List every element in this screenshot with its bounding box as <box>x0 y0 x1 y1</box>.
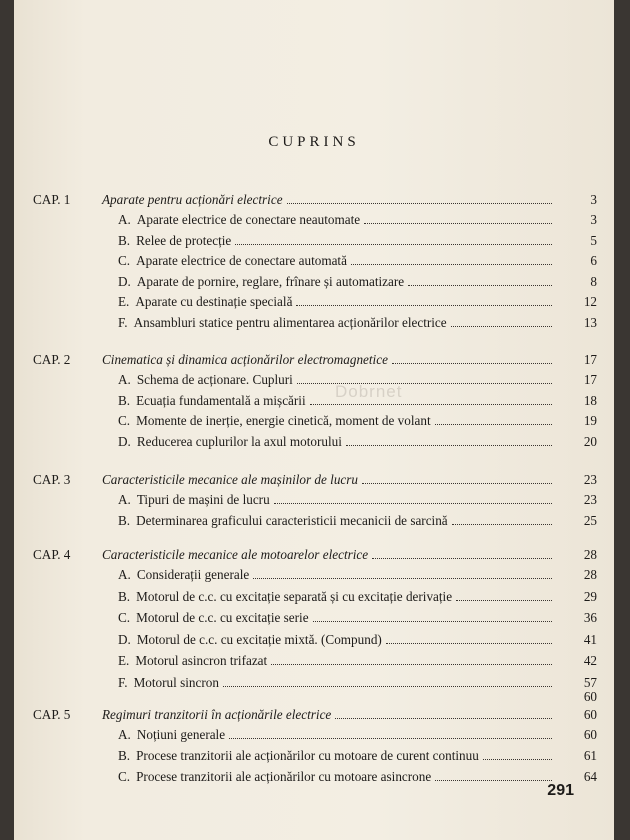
item-page: 42 <box>583 653 597 668</box>
toc-item[interactable] <box>118 587 556 607</box>
item-letter: B. <box>118 748 131 763</box>
chapter-page: 60 <box>583 707 597 722</box>
chapter-page: 23 <box>583 472 597 487</box>
item-letter: C. <box>118 253 131 268</box>
dot-leader <box>297 371 552 384</box>
dot-leader <box>435 768 552 781</box>
dot-leader <box>346 433 552 446</box>
dot-leader <box>335 706 552 719</box>
chapter-label: CAP. 4 <box>33 547 71 562</box>
toc-item[interactable] <box>118 746 556 766</box>
item-text: Reducerea cuplurilor la axul motorului <box>136 433 342 449</box>
item-text: Motorul sincron <box>133 674 219 690</box>
item-letter: A. <box>118 372 131 387</box>
item-text: Aparate cu destinație specială <box>135 294 293 309</box>
item-letter: C. <box>118 610 131 625</box>
item-text: Aparate electrice de conectare automată <box>136 253 347 268</box>
dot-leader <box>456 588 552 601</box>
chapter-page: 3 <box>590 192 597 207</box>
dot-leader <box>274 491 552 504</box>
dot-leader <box>435 412 552 425</box>
watermark: Dobrnet <box>335 382 403 401</box>
item-text: Aparate electrice de conectare neautomate <box>136 212 361 227</box>
item-page: 23 <box>583 492 597 507</box>
chapter-title: Caracteristicile mecanice ale motoarelor electrice <box>102 547 369 562</box>
toc-item[interactable] <box>118 490 556 510</box>
chapter-row[interactable] <box>102 350 556 370</box>
item-page: 12 <box>583 294 597 309</box>
dot-leader <box>372 546 552 559</box>
item-page: 64 <box>583 769 597 784</box>
item-text: Motorul de c.c. cu excitație mixtă. (Compund) <box>136 631 382 647</box>
chapter-label: CAP. 2 <box>33 352 71 367</box>
extra-page-number: 60 <box>583 689 597 704</box>
chapter-page: 17 <box>583 352 597 367</box>
item-letter: D. <box>118 273 131 289</box>
chapter-row[interactable] <box>102 190 556 210</box>
item-page: 6 <box>590 253 597 268</box>
item-letter: B. <box>118 588 131 604</box>
toc-item[interactable] <box>118 370 556 390</box>
toc-item[interactable] <box>118 511 556 531</box>
toc-item[interactable] <box>118 251 556 271</box>
dot-leader <box>296 293 552 306</box>
item-letter: E. <box>118 653 130 668</box>
chapter-page: 28 <box>583 547 597 562</box>
toc-item[interactable] <box>118 767 556 787</box>
item-page: 19 <box>583 413 597 428</box>
dot-leader <box>351 252 552 265</box>
toc-item[interactable] <box>118 313 556 333</box>
item-letter: A. <box>118 727 131 742</box>
chapter-title: Regimuri tranzitorii în acționările electrice <box>102 707 332 722</box>
item-letter: B. <box>118 232 131 248</box>
item-letter: E. <box>118 294 130 309</box>
item-text: Procese tranzitorii ale acționărilor cu motoare de curent continuu <box>136 748 479 763</box>
item-page: 8 <box>590 273 597 289</box>
toc-item[interactable] <box>118 272 556 292</box>
chapter-title: Caracteristicile mecanice ale mașinilor de lucru <box>102 472 359 487</box>
dot-leader <box>253 566 552 579</box>
item-page: 18 <box>583 392 597 408</box>
dot-leader <box>483 747 552 760</box>
item-letter: D. <box>118 631 131 647</box>
item-text: Tipuri de mașini de lucru <box>136 492 270 507</box>
item-letter: D. <box>118 433 131 449</box>
dot-leader <box>408 273 552 286</box>
item-page: 28 <box>583 567 597 582</box>
dot-leader <box>452 512 552 525</box>
chapter-row[interactable] <box>102 705 556 725</box>
item-page: 13 <box>583 314 597 330</box>
chapter-label: CAP. 1 <box>33 192 71 207</box>
item-text: Motorul de c.c. cu excitație serie <box>136 610 309 625</box>
chapter-label: CAP. 3 <box>33 472 71 487</box>
item-text: Relee de protecție <box>136 232 232 248</box>
dot-leader <box>392 351 552 364</box>
toc-item[interactable] <box>118 608 556 628</box>
item-letter: B. <box>118 392 131 408</box>
page-number: 291 <box>547 782 574 799</box>
item-letter: F. <box>118 314 128 330</box>
dot-leader <box>386 631 552 644</box>
dot-leader <box>364 211 552 224</box>
dot-leader <box>287 191 552 204</box>
item-page: 25 <box>583 513 597 528</box>
item-text: Considerații generale <box>136 567 250 582</box>
item-letter: C. <box>118 413 131 428</box>
item-text: Ansambluri statice pentru alimentarea acționărilor electrice <box>133 314 447 330</box>
chapter-row[interactable] <box>102 470 556 490</box>
item-text: Determinarea graficului caracteristicii mecanicii de sarcină <box>136 513 448 528</box>
toc-item[interactable] <box>118 673 556 693</box>
item-text: Motorul asincron trifazat <box>135 653 268 668</box>
item-text: Ecuația fundamentală a mișcării <box>136 392 306 408</box>
dot-leader <box>310 392 552 405</box>
item-page: 20 <box>583 433 597 449</box>
dot-leader <box>271 652 552 665</box>
chapter-label: CAP. 5 <box>33 707 71 722</box>
dot-leader <box>451 314 552 327</box>
item-page: 60 <box>583 727 597 742</box>
item-page: 5 <box>590 232 597 248</box>
chapter-row[interactable] <box>102 545 556 565</box>
item-text: Procese tranzitorii ale acționărilor cu motoare asincrone <box>136 769 432 784</box>
dot-leader <box>313 609 552 622</box>
toc-item[interactable] <box>118 630 556 650</box>
dot-leader <box>235 232 552 245</box>
item-letter: A. <box>118 567 131 582</box>
item-page: 3 <box>590 212 597 227</box>
dot-leader <box>362 471 552 484</box>
item-letter: C. <box>118 769 131 784</box>
item-letter: B. <box>118 513 131 528</box>
item-text: Schema de acționare. Cupluri <box>136 372 293 387</box>
toc-item[interactable] <box>118 565 556 585</box>
toc-item[interactable] <box>118 432 556 452</box>
item-page: 36 <box>583 610 597 625</box>
item-letter: A. <box>118 492 131 507</box>
toc-item[interactable] <box>118 411 556 431</box>
item-letter: F. <box>118 674 128 690</box>
item-page: 41 <box>583 631 597 647</box>
toc-item[interactable] <box>118 651 556 671</box>
item-letter: A. <box>118 212 131 227</box>
item-page: 29 <box>583 588 597 604</box>
item-page: 57 <box>583 674 597 690</box>
item-text: Motorul de c.c. cu excitație separată și cu excitație derivație <box>136 588 453 604</box>
item-page: 17 <box>583 372 597 387</box>
toc-item[interactable] <box>118 391 556 411</box>
item-text: Momente de inerție, energie cinetică, moment de volant <box>136 413 431 428</box>
item-page: 61 <box>583 748 597 763</box>
chapter-title: Cinematica și dinamica acționărilor electromagnetice <box>102 352 388 367</box>
dot-leader <box>229 726 552 739</box>
toc-item[interactable] <box>118 292 556 312</box>
chapter-title: Aparate pentru acționări electrice <box>102 192 283 207</box>
page-title: CUPRINS <box>268 134 360 150</box>
item-text: Aparate de pornire, reglare, frînare și automatizare <box>136 273 405 289</box>
item-text: Noțiuni generale <box>136 727 226 742</box>
document-page <box>14 0 614 840</box>
dot-leader <box>223 674 552 687</box>
toc-item[interactable] <box>118 210 556 230</box>
toc-item[interactable] <box>118 231 556 251</box>
toc-item[interactable] <box>118 725 556 745</box>
